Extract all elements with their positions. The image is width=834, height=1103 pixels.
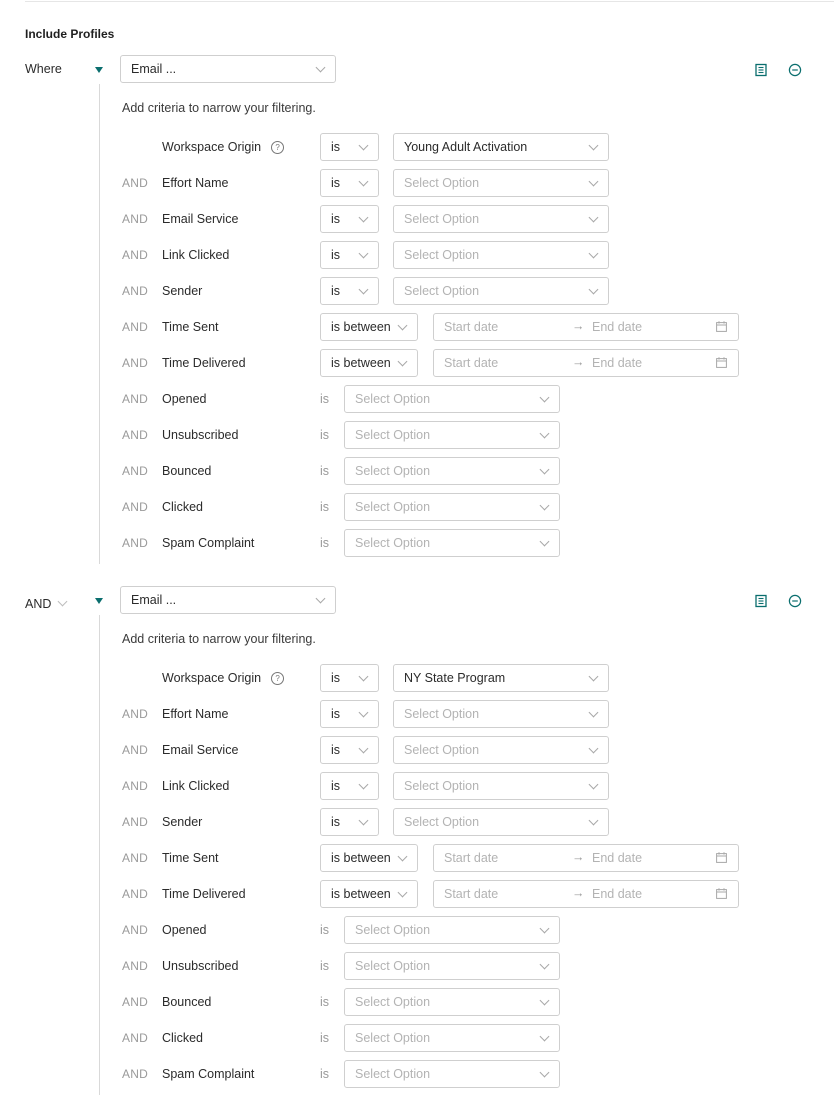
where-label xyxy=(25,62,62,76)
and-label: AND xyxy=(122,1031,148,1045)
chevron-down-icon xyxy=(540,465,550,475)
value-select[interactable] xyxy=(344,529,560,557)
operator-select-value: is between xyxy=(331,887,391,901)
operator-select-value: is xyxy=(331,707,341,721)
value-select-value: NY State Program xyxy=(404,671,506,685)
field-label-text: Workspace Origin xyxy=(162,140,262,154)
criteria-row xyxy=(0,772,834,800)
top-divider xyxy=(25,1,834,2)
is-label: is xyxy=(320,995,330,1009)
operator-select-value: is between xyxy=(331,356,391,370)
field-label-text: Time Delivered xyxy=(162,356,246,370)
operator-select-value: is xyxy=(331,743,341,757)
field-label-text: Unsubscribed xyxy=(162,959,239,973)
is-label: is xyxy=(320,923,330,937)
field-label xyxy=(162,212,238,226)
end-date-input[interactable]: End date xyxy=(592,356,643,370)
field-label xyxy=(162,500,203,514)
operator-select-value: is xyxy=(331,671,341,685)
chevron-down-icon xyxy=(540,537,550,547)
value-select[interactable] xyxy=(393,241,609,269)
criteria-row xyxy=(0,952,834,980)
criteria-row xyxy=(0,1060,834,1088)
chevron-down-icon xyxy=(398,888,408,898)
field-label-text: Link Clicked xyxy=(162,248,230,262)
is-label: is xyxy=(320,428,330,442)
chevron-down-icon xyxy=(540,1032,550,1042)
start-date-input[interactable]: Start date xyxy=(444,851,499,865)
date-range-picker[interactable] xyxy=(433,349,739,377)
is-label: is xyxy=(320,392,330,406)
operator-select[interactable] xyxy=(320,700,379,728)
chevron-down-icon xyxy=(398,357,408,367)
operator-select-value: is xyxy=(331,140,341,154)
field-label xyxy=(162,428,238,442)
criteria-row xyxy=(0,664,834,692)
and-label: AND xyxy=(122,212,148,226)
group-conjunction-select[interactable] xyxy=(25,597,66,611)
value-select-value: Select Option xyxy=(355,1067,431,1081)
operator-select-value: is between xyxy=(331,851,391,865)
operator-select-value: is xyxy=(331,212,341,226)
and-label: AND xyxy=(122,743,148,757)
operator-select-value: is xyxy=(331,815,341,829)
field-label-text: Opened xyxy=(162,392,207,406)
criteria-row xyxy=(0,349,834,377)
field-label xyxy=(162,923,206,937)
chevron-down-icon xyxy=(589,177,599,187)
criteria-row xyxy=(0,421,834,449)
operator-select[interactable] xyxy=(320,313,418,341)
chevron-down-icon xyxy=(359,672,369,682)
field-label-text: Bounced xyxy=(162,464,212,478)
criteria-row xyxy=(0,457,834,485)
duplicate-icon[interactable] xyxy=(754,63,768,77)
and-label: AND xyxy=(122,248,148,262)
chevron-down-icon xyxy=(589,213,599,223)
field-label-text: Email Service xyxy=(162,212,239,226)
field-label-text: Sender xyxy=(162,815,203,829)
field-label xyxy=(162,536,254,550)
start-date-input[interactable]: Start date xyxy=(444,320,499,334)
and-label: AND xyxy=(122,779,148,793)
criteria-row xyxy=(0,736,834,764)
criteria-row xyxy=(0,700,834,728)
value-select[interactable] xyxy=(344,1024,560,1052)
hint-text: Add criteria to narrow your filtering. xyxy=(122,101,316,115)
chevron-down-icon xyxy=(540,429,550,439)
date-range-picker[interactable] xyxy=(433,313,739,341)
and-label: AND xyxy=(122,428,148,442)
field-label-text: Sender xyxy=(162,284,203,298)
operator-select[interactable] xyxy=(320,169,379,197)
value-select[interactable] xyxy=(393,736,609,764)
chevron-down-icon xyxy=(589,816,599,826)
field-label xyxy=(162,356,246,370)
chevron-down-icon xyxy=(359,780,369,790)
operator-select-value: is xyxy=(331,248,341,262)
value-select[interactable] xyxy=(344,988,560,1016)
chevron-down-icon xyxy=(359,213,369,223)
criteria-row xyxy=(0,169,834,197)
value-select-value: Select Option xyxy=(404,743,480,757)
operator-select-value: is xyxy=(331,284,341,298)
value-select-value: Young Adult Activation xyxy=(404,140,528,154)
value-select[interactable] xyxy=(393,277,609,305)
and-label: AND xyxy=(122,320,148,334)
field-label xyxy=(162,815,202,829)
field-label xyxy=(162,671,284,686)
value-select-value: Select Option xyxy=(355,464,431,478)
operator-select[interactable] xyxy=(320,349,418,377)
value-select-value: Select Option xyxy=(355,995,431,1009)
field-label xyxy=(162,464,211,478)
chevron-down-icon xyxy=(589,744,599,754)
and-label: AND xyxy=(122,923,148,937)
field-label xyxy=(162,851,219,865)
end-date-input[interactable]: End date xyxy=(592,320,643,334)
value-select-value: Select Option xyxy=(404,779,480,793)
and-label: AND xyxy=(122,500,148,514)
chevron-down-icon xyxy=(316,594,326,604)
chevron-down-icon xyxy=(540,924,550,934)
chevron-down-icon xyxy=(359,249,369,259)
collapse-caret-icon[interactable] xyxy=(95,598,103,604)
value-select[interactable] xyxy=(344,1060,560,1088)
value-select-value: Select Option xyxy=(355,428,431,442)
field-label-text: Workspace Origin xyxy=(162,671,262,685)
end-date-input[interactable]: End date xyxy=(592,887,643,901)
chevron-down-icon xyxy=(540,960,550,970)
filter-group xyxy=(0,585,834,1095)
category-select-value: Email ... xyxy=(131,593,177,607)
value-select-value: Select Option xyxy=(404,707,480,721)
chevron-down-icon xyxy=(540,996,550,1006)
operator-select[interactable] xyxy=(320,736,379,764)
and-label: AND xyxy=(122,356,148,370)
criteria-row xyxy=(0,529,834,557)
field-label xyxy=(162,887,246,901)
value-select-value: Select Option xyxy=(404,212,480,226)
chevron-down-icon xyxy=(359,141,369,151)
conjunction-text: Where xyxy=(25,62,62,76)
and-label: AND xyxy=(122,176,148,190)
criteria-row xyxy=(0,277,834,305)
field-label-text: Time Sent xyxy=(162,320,219,334)
value-select[interactable] xyxy=(393,700,609,728)
value-select-value: Select Option xyxy=(355,536,431,550)
operator-select-value: is xyxy=(331,176,341,190)
field-label-text: Unsubscribed xyxy=(162,428,239,442)
filter-group xyxy=(0,54,834,564)
conjunction-text: AND xyxy=(25,597,52,611)
range-arrow-icon: → xyxy=(572,850,585,864)
field-label-text: Effort Name xyxy=(162,707,229,721)
is-label: is xyxy=(320,536,330,550)
field-label xyxy=(162,779,229,793)
category-select[interactable] xyxy=(120,586,336,614)
field-label xyxy=(162,1067,254,1081)
value-select[interactable] xyxy=(393,808,609,836)
chevron-down-icon xyxy=(398,321,408,331)
and-label: AND xyxy=(122,392,148,406)
field-label xyxy=(162,995,211,1009)
field-label-text: Link Clicked xyxy=(162,779,230,793)
value-select[interactable] xyxy=(393,664,609,692)
chevron-down-icon xyxy=(540,393,550,403)
duplicate-icon[interactable] xyxy=(754,594,768,608)
field-label xyxy=(162,320,219,334)
field-label xyxy=(162,1031,203,1045)
date-range-picker[interactable] xyxy=(433,880,739,908)
and-label: AND xyxy=(122,284,148,298)
and-label: AND xyxy=(122,851,148,865)
minus-circle-icon[interactable] xyxy=(788,594,802,608)
criteria-row xyxy=(0,133,834,161)
calendar-icon[interactable] xyxy=(716,321,727,332)
value-select[interactable] xyxy=(344,457,560,485)
field-label-text: Clicked xyxy=(162,500,203,514)
category-select-value: Email ... xyxy=(131,62,177,76)
value-select[interactable] xyxy=(344,421,560,449)
and-label: AND xyxy=(122,536,148,550)
chevron-down-icon xyxy=(359,177,369,187)
chevron-down-icon xyxy=(359,816,369,826)
chevron-down-icon xyxy=(58,597,68,607)
criteria-row xyxy=(0,844,834,872)
chevron-down-icon xyxy=(589,672,599,682)
hint-text: Add criteria to narrow your filtering. xyxy=(122,632,316,646)
criteria-row xyxy=(0,880,834,908)
calendar-icon[interactable] xyxy=(716,357,727,368)
value-select[interactable] xyxy=(344,493,560,521)
field-label-text: Time Sent xyxy=(162,851,219,865)
criteria-row xyxy=(0,493,834,521)
operator-select[interactable] xyxy=(320,664,379,692)
value-select-value: Select Option xyxy=(355,923,431,937)
operator-select[interactable] xyxy=(320,133,379,161)
field-label xyxy=(162,707,228,721)
operator-select[interactable] xyxy=(320,205,379,233)
is-label: is xyxy=(320,500,330,514)
operator-select[interactable] xyxy=(320,808,379,836)
criteria-row xyxy=(0,916,834,944)
field-label-text: Email Service xyxy=(162,743,239,757)
and-label: AND xyxy=(122,464,148,478)
value-select[interactable] xyxy=(393,169,609,197)
help-circle-icon[interactable]: ? xyxy=(271,672,284,685)
chevron-down-icon xyxy=(359,744,369,754)
chevron-down-icon xyxy=(398,852,408,862)
field-label xyxy=(162,392,206,406)
criteria-row xyxy=(0,988,834,1016)
and-label: AND xyxy=(122,1067,148,1081)
start-date-input[interactable]: Start date xyxy=(444,887,499,901)
is-label: is xyxy=(320,1067,330,1081)
value-select[interactable] xyxy=(393,133,609,161)
range-arrow-icon: → xyxy=(572,319,585,333)
field-label xyxy=(162,743,238,757)
and-label: AND xyxy=(122,887,148,901)
and-label: AND xyxy=(122,995,148,1009)
criteria-row xyxy=(0,241,834,269)
field-label-text: Spam Complaint xyxy=(162,1067,255,1081)
value-select-value: Select Option xyxy=(355,392,431,406)
criteria-row xyxy=(0,1024,834,1052)
and-label: AND xyxy=(122,707,148,721)
criteria-row xyxy=(0,385,834,413)
value-select[interactable] xyxy=(344,385,560,413)
chevron-down-icon xyxy=(589,708,599,718)
range-arrow-icon: → xyxy=(572,355,585,369)
is-label: is xyxy=(320,464,330,478)
section-title: Include Profiles xyxy=(25,27,115,41)
chevron-down-icon xyxy=(359,708,369,718)
field-label-text: Opened xyxy=(162,923,207,937)
operator-select[interactable] xyxy=(320,277,379,305)
chevron-down-icon xyxy=(589,249,599,259)
chevron-down-icon xyxy=(359,285,369,295)
field-label xyxy=(162,284,202,298)
field-label-text: Time Delivered xyxy=(162,887,246,901)
field-label-text: Effort Name xyxy=(162,176,229,190)
chevron-down-icon xyxy=(540,501,550,511)
operator-select[interactable] xyxy=(320,844,418,872)
criteria-row xyxy=(0,313,834,341)
chevron-down-icon xyxy=(316,63,326,73)
value-select-value: Select Option xyxy=(355,1031,431,1045)
chevron-down-icon xyxy=(589,141,599,151)
help-circle-icon[interactable]: ? xyxy=(271,141,284,154)
field-label xyxy=(162,140,284,155)
operator-select[interactable] xyxy=(320,241,379,269)
criteria-row xyxy=(0,205,834,233)
chevron-down-icon xyxy=(589,285,599,295)
is-label: is xyxy=(320,959,330,973)
minus-circle-icon[interactable] xyxy=(788,63,802,77)
value-select-value: Select Option xyxy=(404,815,480,829)
value-select-value: Select Option xyxy=(355,500,431,514)
date-range-picker[interactable] xyxy=(433,844,739,872)
value-select-value: Select Option xyxy=(404,176,480,190)
end-date-input[interactable]: End date xyxy=(592,851,643,865)
value-select[interactable] xyxy=(344,916,560,944)
and-label: AND xyxy=(122,815,148,829)
operator-select[interactable] xyxy=(320,880,418,908)
chevron-down-icon xyxy=(589,780,599,790)
is-label: is xyxy=(320,1031,330,1045)
field-label-text: Bounced xyxy=(162,995,212,1009)
field-label-text: Clicked xyxy=(162,1031,203,1045)
operator-select-value: is between xyxy=(331,320,391,334)
field-label xyxy=(162,959,238,973)
value-select-value: Select Option xyxy=(404,248,480,262)
operator-select[interactable] xyxy=(320,772,379,800)
value-select-value: Select Option xyxy=(355,959,431,973)
value-select[interactable] xyxy=(393,205,609,233)
field-label-text: Spam Complaint xyxy=(162,536,255,550)
chevron-down-icon xyxy=(540,1068,550,1078)
criteria-row xyxy=(0,808,834,836)
start-date-input[interactable]: Start date xyxy=(444,356,499,370)
calendar-icon[interactable] xyxy=(716,852,727,863)
calendar-icon[interactable] xyxy=(716,888,727,899)
collapse-caret-icon[interactable] xyxy=(95,67,103,73)
value-select-value: Select Option xyxy=(404,284,480,298)
field-label xyxy=(162,176,228,190)
operator-select-value: is xyxy=(331,779,341,793)
value-select[interactable] xyxy=(393,772,609,800)
field-label xyxy=(162,248,229,262)
and-label: AND xyxy=(122,959,148,973)
value-select[interactable] xyxy=(344,952,560,980)
category-select[interactable] xyxy=(120,55,336,83)
range-arrow-icon: → xyxy=(572,886,585,900)
